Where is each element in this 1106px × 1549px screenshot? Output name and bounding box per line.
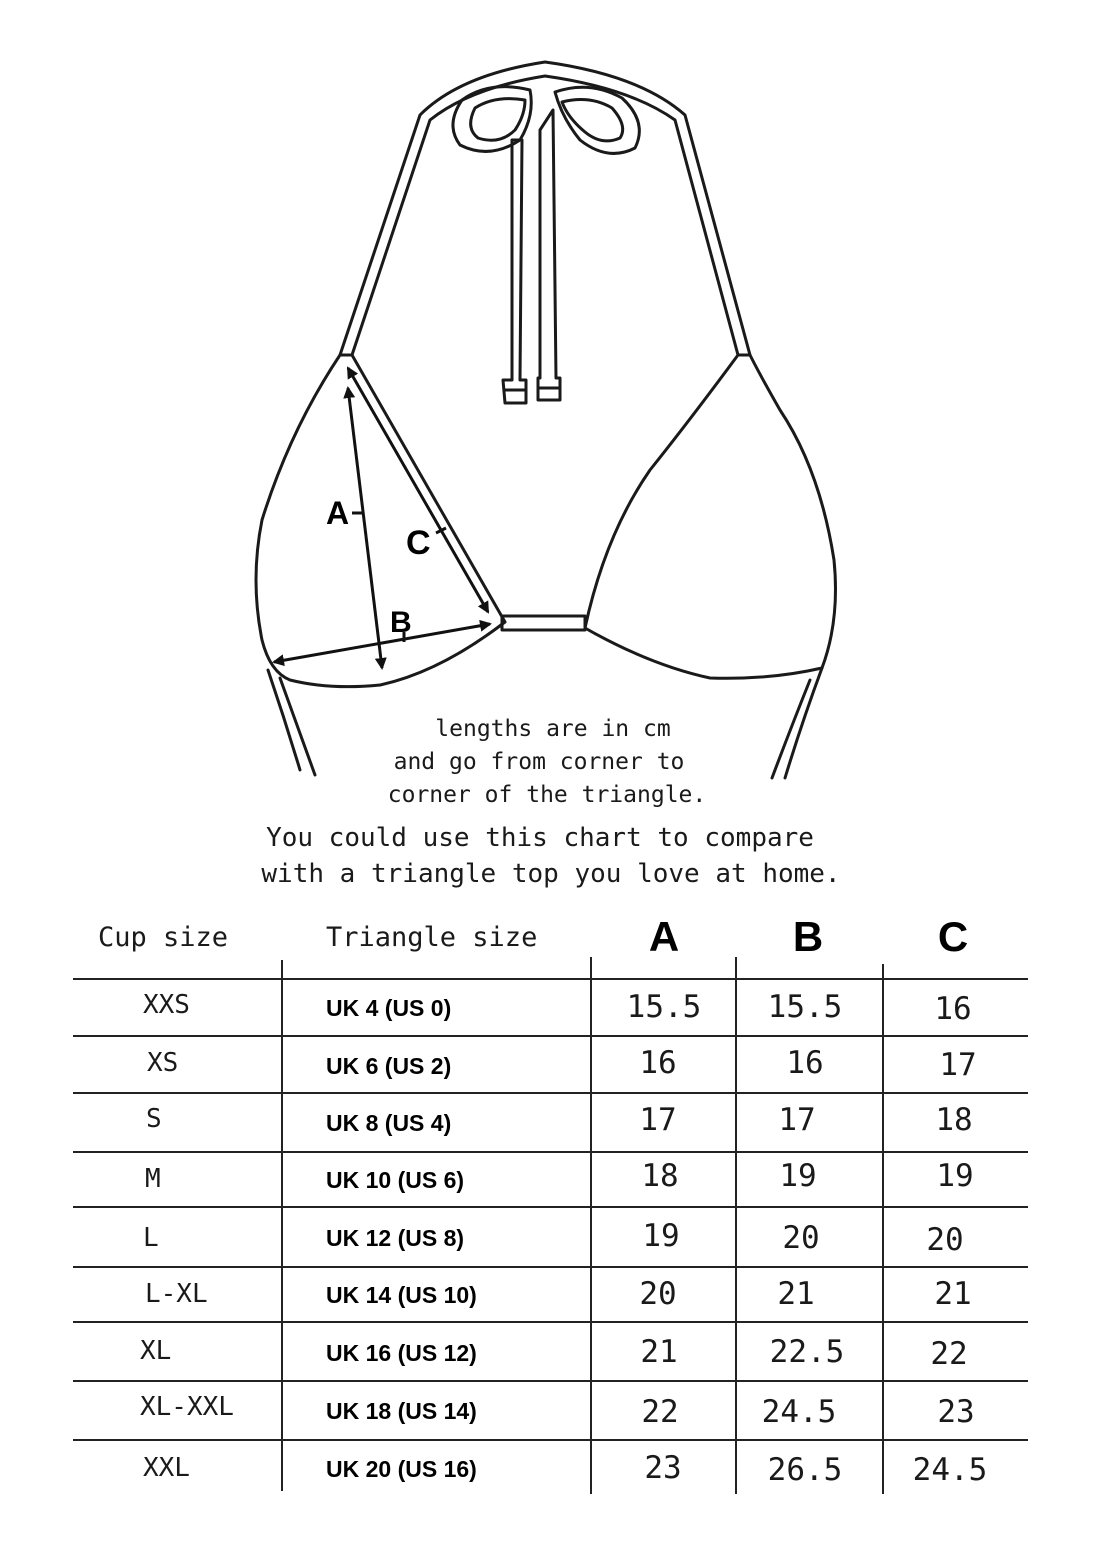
- cell-c: 24.5: [912, 1452, 988, 1488]
- cell-cup-size: XL-XXL: [140, 1392, 234, 1422]
- cell-b: 24.5: [761, 1394, 837, 1430]
- note-compare-line2: with a triangle top you love at home.: [261, 859, 841, 889]
- cell-a: 22: [641, 1394, 679, 1430]
- cell-a: 20: [639, 1276, 677, 1312]
- cell-triangle-size: UK 12 (US 8): [326, 1225, 465, 1251]
- cell-b: 22.5: [769, 1334, 845, 1370]
- header-c: C: [937, 913, 969, 960]
- note-compare-line1: You could use this chart to compare: [266, 823, 814, 853]
- table-column-rule: [281, 960, 283, 1491]
- cell-a: 21: [640, 1334, 678, 1370]
- cell-a: 18: [641, 1158, 679, 1194]
- cell-a: 17: [639, 1102, 677, 1138]
- cell-triangle-size: UK 18 (US 14): [326, 1398, 477, 1424]
- cell-triangle-size: UK 6 (US 2): [326, 1053, 452, 1079]
- cell-cup-size: S: [146, 1104, 162, 1134]
- note-measure-line2: corner of the triangle.: [387, 782, 707, 808]
- cell-a: 16: [639, 1045, 677, 1081]
- cell-cup-size: M: [145, 1164, 161, 1194]
- label-a: A: [326, 495, 350, 531]
- cell-triangle-size: UK 4 (US 0): [326, 995, 452, 1021]
- cell-b: 20: [782, 1220, 820, 1256]
- header-b: B: [792, 913, 824, 960]
- header-cup-size: Cup size: [98, 922, 229, 953]
- cell-c: 18: [935, 1102, 973, 1138]
- cell-a: 15.5: [626, 989, 702, 1025]
- cell-c: 22: [930, 1336, 968, 1372]
- cell-cup-size: XXL: [143, 1453, 190, 1483]
- note-measure-line1: and go from corner to: [393, 749, 685, 775]
- table-rule: [73, 1092, 1028, 1094]
- cell-triangle-size: UK 20 (US 16): [326, 1456, 477, 1482]
- table-rule: [73, 1206, 1028, 1208]
- table-rule: [73, 1439, 1028, 1441]
- cell-cup-size: L-XL: [145, 1279, 208, 1309]
- cell-b: 21: [777, 1276, 815, 1312]
- cell-cup-size: L: [143, 1223, 159, 1253]
- cell-b: 26.5: [767, 1452, 843, 1488]
- header-triangle-size: Triangle size: [326, 922, 538, 953]
- cell-triangle-size: UK 14 (US 10): [326, 1282, 477, 1308]
- cell-c: 19: [936, 1158, 974, 1194]
- cell-c: 17: [939, 1047, 977, 1083]
- cell-b: 15.5: [767, 989, 843, 1025]
- table-rule: [73, 978, 1028, 980]
- cell-triangle-size: UK 10 (US 6): [326, 1167, 465, 1193]
- label-b: B: [390, 606, 412, 639]
- cell-b: 19: [779, 1158, 817, 1194]
- cell-c: 20: [926, 1222, 964, 1258]
- cell-b: 17: [778, 1102, 816, 1138]
- cell-cup-size: XL: [140, 1336, 172, 1366]
- cell-a: 23: [644, 1450, 682, 1486]
- note-units: lengths are in cm: [435, 716, 671, 742]
- cell-b: 16: [786, 1045, 824, 1081]
- cell-a: 19: [642, 1218, 680, 1254]
- table-rule: [73, 1035, 1028, 1037]
- cell-c: 23: [937, 1394, 975, 1430]
- table-rule: [73, 1321, 1028, 1323]
- cell-triangle-size: UK 8 (US 4): [326, 1110, 452, 1136]
- cell-c: 21: [934, 1276, 972, 1312]
- table-rule: [73, 1266, 1028, 1268]
- cell-cup-size: XXS: [143, 990, 190, 1020]
- table-rule: [73, 1151, 1028, 1153]
- cell-triangle-size: UK 16 (US 12): [326, 1340, 477, 1366]
- table-rule: [73, 1380, 1028, 1382]
- cell-c: 16: [934, 991, 972, 1027]
- label-c: C: [406, 524, 431, 562]
- header-a: A: [648, 913, 680, 960]
- cell-cup-size: XS: [147, 1048, 179, 1078]
